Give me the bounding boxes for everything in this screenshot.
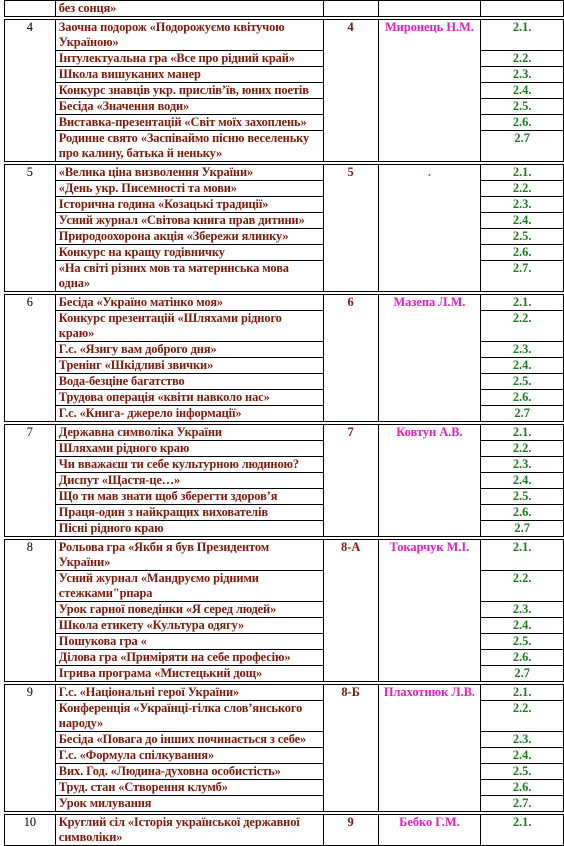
event-title: Конкурс на кращу годівничку [55, 245, 323, 261]
responsible-cell [378, 1, 481, 17]
direction-code: 2.4. [481, 618, 564, 634]
event-title: Історична година «Козацькі традиції» [55, 197, 323, 213]
event-title: Праця-один з найкращих вихователів [55, 505, 323, 521]
row-number [5, 1, 56, 17]
event-title: Труд. стан «Створення клумб» [55, 780, 323, 796]
table-row [5, 425, 564, 441]
table-row [5, 685, 564, 701]
event-title: Родинне свято «Заспіваймо пісню веселеньку про калину, батька й неньку» [55, 131, 323, 162]
event-title: Ділова гра «Приміряти на себе професію» [55, 650, 323, 666]
direction-code: 2.7 [481, 521, 564, 537]
event-title: Школа вишуканих манер [55, 67, 323, 83]
event-title: Г.с. «Книга- джерело інформації» [55, 406, 323, 422]
event-title: Природоохорона акція «Збережи ялинку» [55, 229, 323, 245]
responsible-cell: Токарчук М.І. [378, 540, 481, 682]
table-row [5, 540, 564, 571]
direction-code: 2.5. [481, 634, 564, 650]
table-row [5, 295, 564, 311]
direction-code: 2.3. [481, 67, 564, 83]
class-cell: 4 [323, 20, 378, 162]
event-title: Конкурс презентацій «Шляхами рідного краю» [55, 311, 323, 342]
class-cell: 7 [323, 425, 378, 537]
event-title: Круглий сіл «Історія української державної символіки» [55, 815, 323, 846]
table-row [5, 815, 564, 846]
event-title: Школа етикету «Культура одягу» [55, 618, 323, 634]
responsible-cell: Плахотнюк Л.В. [378, 685, 481, 812]
event-title: Усний журнал «Світова книга прав дитини» [55, 213, 323, 229]
event-title: Трудова операція «квіти навколо нас» [55, 390, 323, 406]
event-title: без сонця» [55, 1, 323, 17]
direction-code: 2.4. [481, 748, 564, 764]
event-title: Пошукова гра « [55, 634, 323, 650]
direction-code: 2.2. [481, 571, 564, 602]
class-cell: 8-Б [323, 685, 378, 812]
direction-code: 2.7. [481, 796, 564, 812]
row-number: 8 [5, 540, 56, 682]
event-title: Г.с. «Формула спілкування» [55, 748, 323, 764]
direction-code: 2.5. [481, 229, 564, 245]
event-title: Державна символіка України [55, 425, 323, 441]
direction-code: 2.6. [481, 390, 564, 406]
direction-code: 2.5. [481, 99, 564, 115]
class-cell: 8-А [323, 540, 378, 682]
event-title: Г.с. «Національні герої України» [55, 685, 323, 701]
direction-code: 2.4. [481, 358, 564, 374]
event-title: Пісні рідного краю [55, 521, 323, 537]
direction-code: 2.2. [481, 441, 564, 457]
activity-plan-body [5, 1, 564, 846]
direction-code: 2.6. [481, 245, 564, 261]
direction-code: 2.3. [481, 457, 564, 473]
row-number: 9 [5, 685, 56, 812]
class-cell: 6 [323, 295, 378, 422]
event-title: Інтулектуальна гра «Все про рідний край» [55, 51, 323, 67]
responsible-cell: Ковтун А.В. [378, 425, 481, 537]
direction-code: 2.3. [481, 602, 564, 618]
direction-code: 2.4. [481, 213, 564, 229]
direction-code: 2.1. [481, 540, 564, 571]
event-title: Г.с. «Язигу вам доброго дня» [55, 342, 323, 358]
direction-code: 2.4. [481, 473, 564, 489]
event-title: Шляхами рідного краю [55, 441, 323, 457]
direction-code: 2.5. [481, 489, 564, 505]
direction-code: 2.3. [481, 732, 564, 748]
class-cell [323, 1, 378, 17]
event-title: Бесіда «Повага до інших починається з себе» [55, 732, 323, 748]
event-title: Заочна подорож «Подорожуємо квітучою Україною» [55, 20, 323, 51]
row-number: 7 [5, 425, 56, 537]
direction-code: 2.3. [481, 342, 564, 358]
event-title: Виставка-презентацій «Світ моїх захоплень» [55, 115, 323, 131]
direction-code: 2.6. [481, 115, 564, 131]
event-title: Бесіда «Україно матінко моя» [55, 295, 323, 311]
event-title: Що ти мав знати щоб зберегти здоров’я [55, 489, 323, 505]
event-title: Урок милування [55, 796, 323, 812]
responsible-cell: . [378, 165, 481, 292]
direction-code: 2.6. [481, 505, 564, 521]
direction-code: 2.1. [481, 685, 564, 701]
table-row [5, 165, 564, 181]
event-title: Рольова гра «Якби я був Президентом України» [55, 540, 323, 571]
direction-code: 2.7 [481, 666, 564, 682]
direction-code: 2.3. [481, 197, 564, 213]
event-title: Вода-безціне багатство [55, 374, 323, 390]
direction-code: 2.6. [481, 780, 564, 796]
event-title: «День укр. Писемності та мови» [55, 181, 323, 197]
direction-code: 2.7 [481, 131, 564, 162]
responsible-cell: Мазепа Л.М. [378, 295, 481, 422]
responsible-cell: Миронець Н.М. [378, 20, 481, 162]
direction-code: 2.7. [481, 261, 564, 292]
direction-code: 2.7 [481, 406, 564, 422]
direction-code: 2.1. [481, 165, 564, 181]
event-title: Вих. Год. «Людина-духовна особистість» [55, 764, 323, 780]
event-title: Конференція «Українці-гілка слов’янського народу» [55, 701, 323, 732]
event-title: Усний журнал «Мандруємо рідними стежками"рпара [55, 571, 323, 602]
responsible-cell: Бебко Г.М. [378, 815, 481, 846]
row-number: 4 [5, 20, 56, 162]
direction-code [481, 1, 564, 17]
event-title: Чи вважаєш ти себе культурною людиною? [55, 457, 323, 473]
event-title: Бесіда «Значення води» [55, 99, 323, 115]
event-title: Ігрива програма «Мистецький дощ» [55, 666, 323, 682]
direction-code: 2.1. [481, 20, 564, 51]
direction-code: 2.2. [481, 51, 564, 67]
direction-code: 2.2. [481, 311, 564, 342]
direction-code: 2.1. [481, 815, 564, 846]
event-title: Тренінг «Шкідливі звички» [55, 358, 323, 374]
activity-plan-table [4, 0, 564, 846]
direction-code: 2.5. [481, 764, 564, 780]
table-row [5, 20, 564, 51]
class-cell: 9 [323, 815, 378, 846]
event-title: Диспут «Щастя-це…» [55, 473, 323, 489]
direction-code: 2.2. [481, 181, 564, 197]
direction-code: 2.4. [481, 83, 564, 99]
event-title: «На світі різних мов та материнська мова одна» [55, 261, 323, 292]
direction-code: 2.5. [481, 374, 564, 390]
direction-code: 2.1. [481, 425, 564, 441]
event-title: Урок гарної поведінки «Я серед людей» [55, 602, 323, 618]
direction-code: 2.1. [481, 295, 564, 311]
event-title: «Велика ціна визволення України» [55, 165, 323, 181]
table-row [5, 1, 564, 17]
class-cell: 5 [323, 165, 378, 292]
row-number: 6 [5, 295, 56, 422]
row-number: 10 [5, 815, 56, 846]
direction-code: 2.2. [481, 701, 564, 732]
row-number: 5 [5, 165, 56, 292]
direction-code: 2.6. [481, 650, 564, 666]
event-title: Конкурс знавців укр. прислів’їв, юних поетів [55, 83, 323, 99]
